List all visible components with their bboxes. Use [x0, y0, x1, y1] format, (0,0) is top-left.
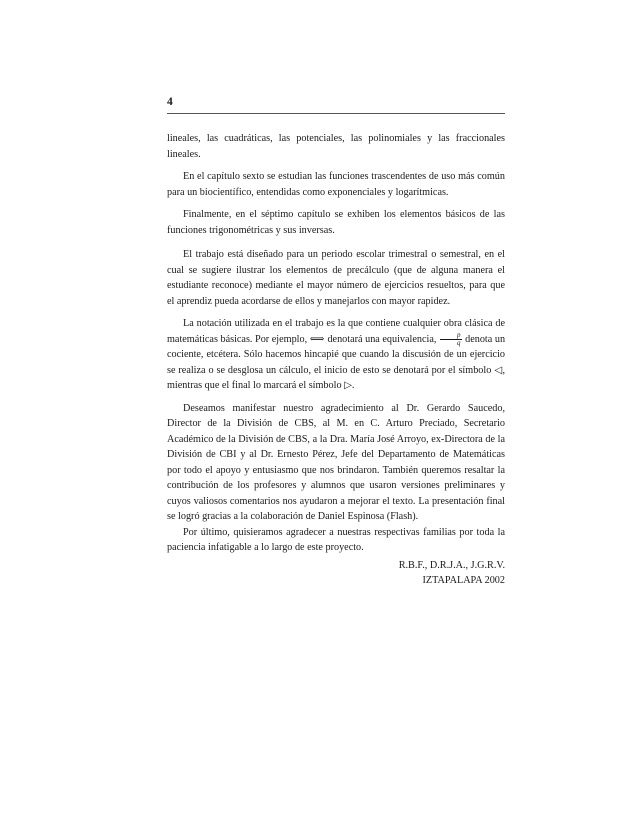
signature — [167, 558, 505, 589]
paragraph: Por último, quisieramos agradecer a nuestras respectivas familias por toda la paciencia infatigable a lo largo de este proyecto. — [167, 526, 505, 553]
signature-authors: R.B.F., D.R.J.A., J.G.R.V. — [398, 559, 505, 571]
page-header — [167, 96, 505, 114]
iff-symbol: ⟺ — [309, 333, 325, 345]
fraction — [440, 332, 462, 347]
paragraph-acknowledgments: Deseamos manifestar nuestro agradecimiento al Dr. Gerardo Saucedo, Director de la División de CBS, al M. en C. Arturo Preciado, Secretario Académico de la División de CBS, a la Dra. María José Arroyo, ex-Directora de la División de CBI y al Dr. Ernesto Pérez, Jefe del Departamento de Matemáticas por todo el apoyo y entusiasmo que nos brindaron. También queremos resaltar la contribución de los profesores y alumnos que usaron versiones preliminares y cuyos valiosos comentarios nos ayudaron a mejorar el texto. La presentación final se logró gracias a la colaboración de Daniel Espinosa (Flash). — [167, 402, 505, 522]
paragraph: Finalmente, en el séptimo capítulo se exhiben los elementos básicos de las funciones trigonométricas y sus inversas. — [167, 209, 505, 236]
notation-text: La notación utilizada en el trabajo es la que contiene cualquier obra clásica de matemáticas básicas. Por ejemplo, — [167, 318, 505, 345]
paragraph: En el capítulo sexto se estudian las funciones trascendentes de uso más común para un biocientífico, entendidas como exponenciales y logarítmicas. — [167, 171, 505, 198]
page-number: 4 — [167, 96, 173, 108]
fraction-denominator: q — [457, 338, 461, 347]
signature-place-year: IZTAPALAPA 2002 — [422, 575, 505, 586]
paragraph-notation — [167, 316, 505, 394]
document-body — [167, 131, 505, 589]
page — [167, 96, 505, 589]
notation-text: denotará una equivalencia, — [327, 333, 437, 345]
notation-text: denota un cociente, etcétera. Sólo hacemos hincapié que cuando la discusión de un ejercicio se realiza o se desglosa un cálculo, el inicio de esto se denotará por el símbolo ◁, mientras que el final lo marcará el símbolo ▷. — [167, 333, 506, 391]
paragraph: El trabajo está diseñado para un periodo escolar trimestral o semestral, en el cual se sugiere ilustrar los elementos de precálculo (que de alguna manera el estudiante reconoce) mediante el mayor número de ejercicios resueltos, para que el aprendiz pueda acordarse de ellos y manejarlos con mayor rapidez. — [167, 249, 505, 307]
paragraph: lineales, las cuadráticas, las potenciales, las polinomiales y las fraccionales lineales. — [167, 133, 505, 160]
fraction-numerator: p — [440, 332, 462, 340]
